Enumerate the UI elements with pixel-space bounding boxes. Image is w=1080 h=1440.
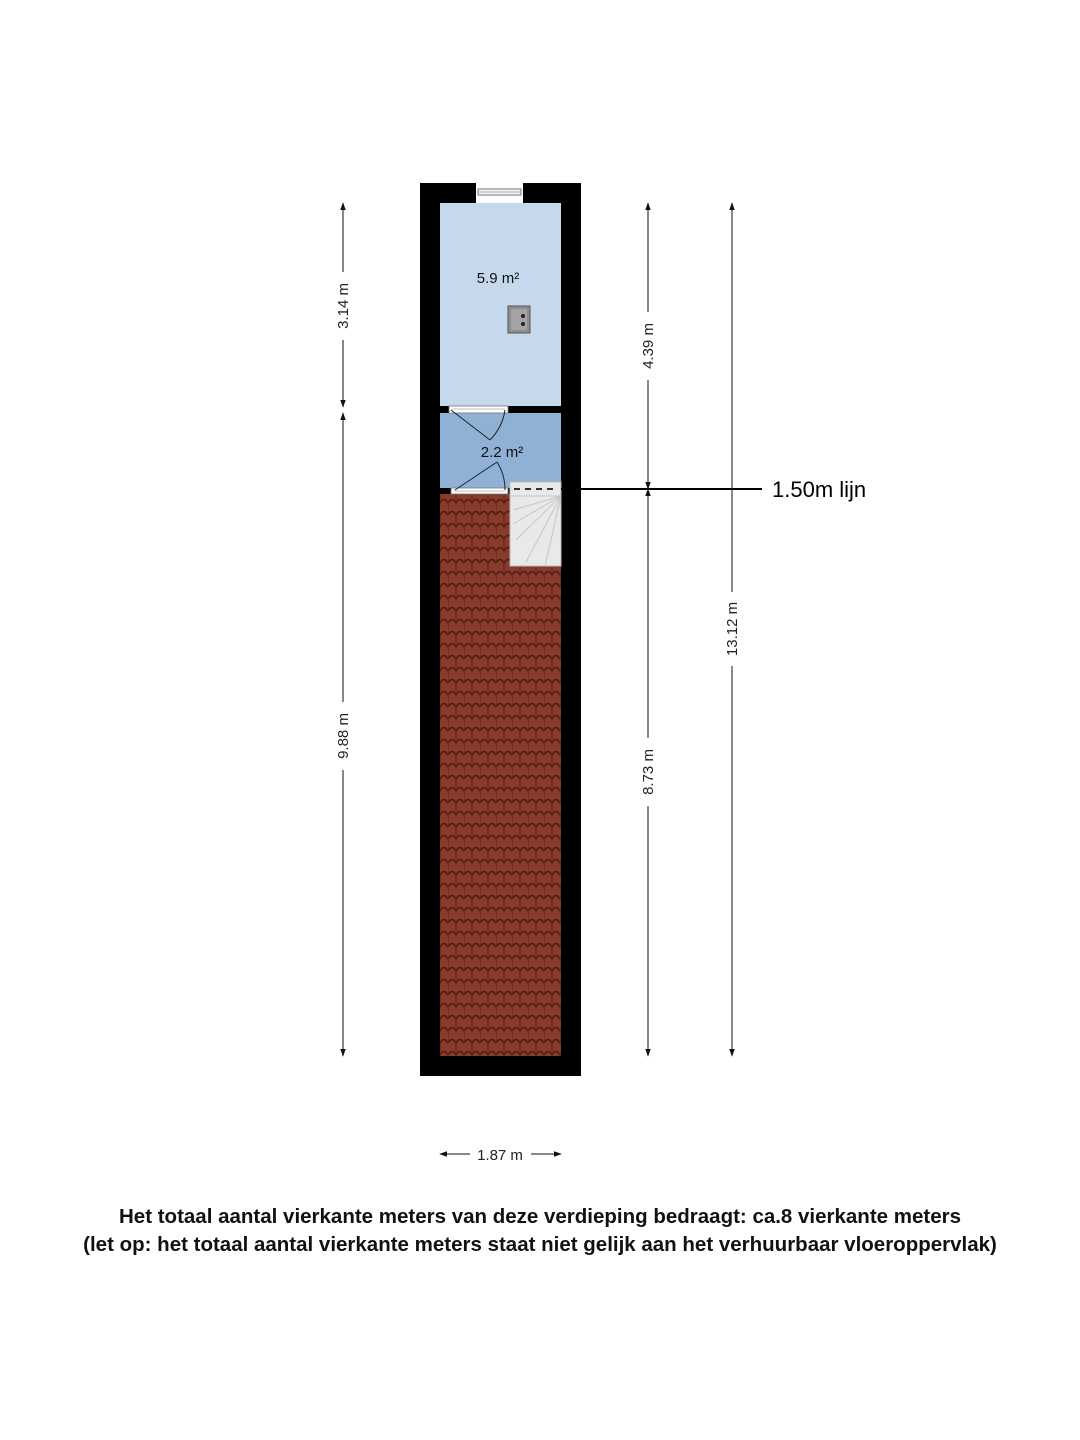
dimension-far-right	[724, 203, 741, 1056]
dimension-right-bottom	[640, 489, 657, 1056]
dimension-width	[440, 1147, 561, 1164]
dimension-right-top	[640, 203, 657, 489]
svg-text:9.88 m: 9.88 m	[335, 713, 352, 759]
staircase-icon	[510, 482, 561, 566]
svg-text:3.14 m: 3.14 m	[335, 283, 352, 329]
svg-text:1.87 m: 1.87 m	[477, 1147, 523, 1164]
height-line-label: 1.50m lijn	[772, 477, 867, 502]
dimension-left-top	[335, 203, 352, 407]
dimension-left-bottom	[335, 413, 352, 1056]
room-area-landing: 2.2 m²	[480, 444, 524, 461]
svg-text:13.12 m: 13.12 m	[724, 601, 741, 657]
roof-area	[440, 494, 561, 1056]
footer-note: (let op: het totaal aantal vierkante meters staat niet gelijk aan het verhuurbaar vloeroppervlak)	[83, 1233, 997, 1256]
room-area-top: 5.9 m²	[476, 270, 520, 287]
window-icon	[476, 183, 523, 203]
svg-text:4.39 m: 4.39 m	[640, 323, 657, 369]
boiler-icon	[508, 306, 530, 333]
footer-total-area: Het totaal aantal vierkante meters van deze verdieping bedraagt: ca.8 vierkante meters	[119, 1205, 961, 1228]
room-top	[440, 203, 561, 406]
svg-text:8.73 m: 8.73 m	[640, 749, 657, 795]
